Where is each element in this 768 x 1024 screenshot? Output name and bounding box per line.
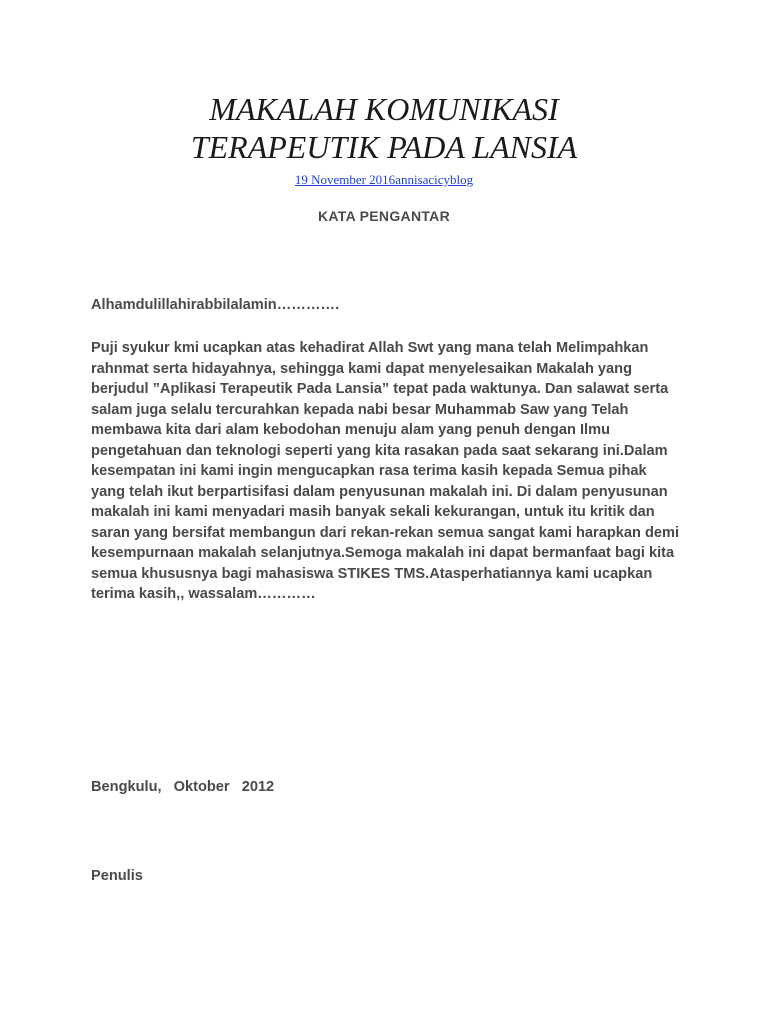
title-line-2: TERAPEUTIK PADA LANSIA	[190, 129, 578, 165]
foreword-paragraph: Puji syukur kmi ucapkan atas kehadirat Allah Swt yang mana telah Melimpahkan rahnmat serta hidayahnya, sehingga kami dapat menyelesaikan Makalah yang berjudul ”Aplikasi Terapeutik Pada Lansia” tepat pada waktunya. Dan salawat serta salam juga selalu tercurahkan kepada nabi besar Muhammab Saw yang Telah membawa kita dari alam kebodohan menuju alam yang penuh dengan Ilmu pengetahuan dan teknologi seperti yang kita rasakan pada saat sekarang ini.Dalam kesempatan ini kami ingin mengucapkan rasa terima kasih kepada Semua pihak yang telah ikut berpartisifasi dalam penyusunan makalah ini. Di dalam penyusunan makalah ini kami menyadari masih banyak sekali kekurangan, untuk itu kritik dan saran yang bersifat membangun dari rekan-rekan semua sangat kami harapkan demi kesempurnaan makalah selanjutnya.Semoga makalah ini dapat bermanfaat bagi kita semua khususnya bagi mahasiswa STIKES TMS.Atasperhatiannya kami ucapkan terima kasih,, wassalam…………	[91, 340, 680, 602]
greeting-text: Alhamdulillahirabbilalamin………….	[91, 297, 340, 313]
title-line-1: MAKALAH KOMUNIKASI	[209, 91, 559, 127]
author-label: Penulis	[91, 868, 143, 884]
post-author-link[interactable]: annisacicyblog	[395, 172, 474, 187]
document-title	[0, 90, 768, 166]
post-meta	[0, 172, 768, 188]
post-date-link[interactable]: 19 November 2016	[294, 172, 396, 187]
place-date: Bengkulu, Oktober 2012	[91, 779, 275, 795]
section-heading: KATA PENGANTAR	[317, 208, 450, 224]
